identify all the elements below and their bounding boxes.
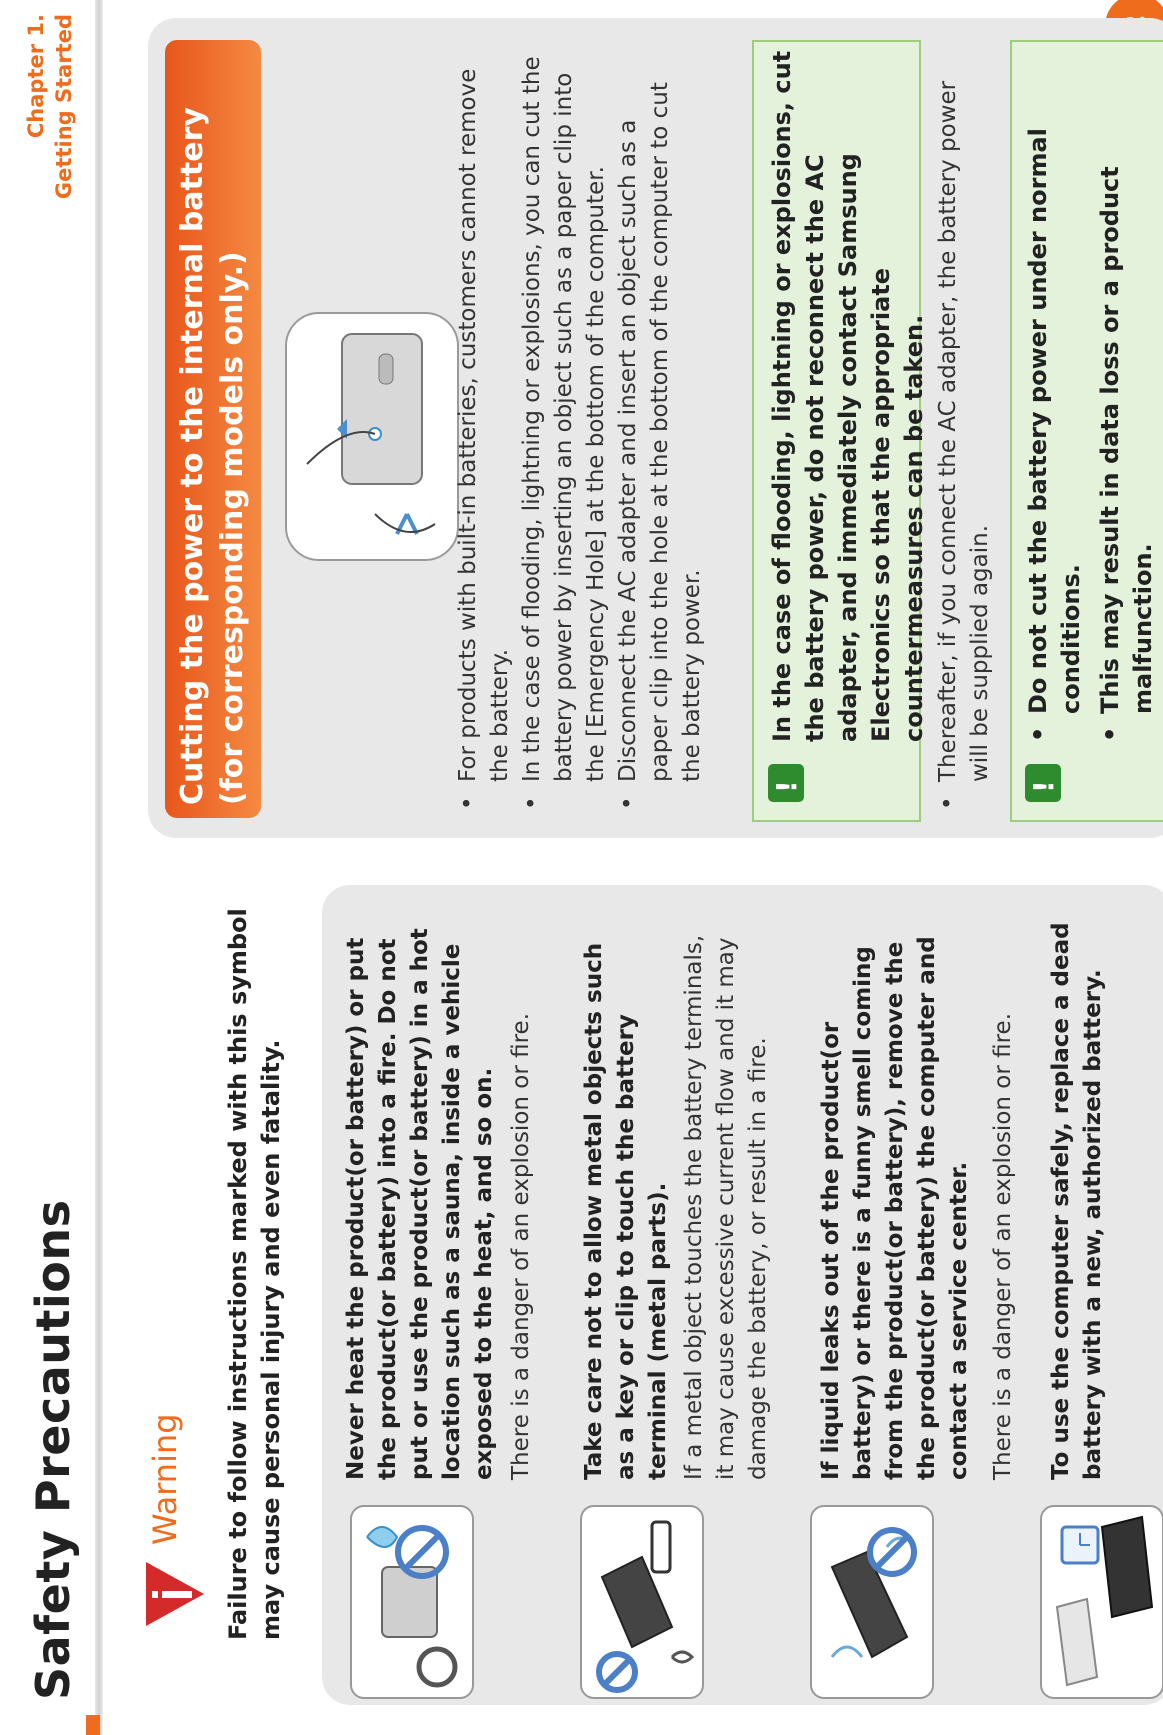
metal-objects-prohibited-icon [582,1507,702,1697]
emergency-hole-illustration [285,312,459,561]
chapter-label: Chapter 1. [24,14,48,139]
item-3-detail: There is a danger of an explosion or fire. [990,1012,1016,1480]
spine-accent [86,1715,100,1735]
battery-replace-icon [1042,1507,1162,1697]
caution-2-item: • Do not cut the battery power under normal conditions. [1024,128,1085,742]
after-bullet: • Thereafter, if you connect the AC adapter, the battery power will be supplied again. [935,80,993,810]
item-2-instruction: Take care not to allow metal objects such as a key or clip to touch the battery terminal (metal parts). [581,942,671,1480]
item-4-illustration [1040,1505,1163,1699]
item-1-instruction: Never heat the product(or battery) or put the product(or battery) into a fire. Do not put or use the product(or battery) in a hot location such as a sauna, inside a vehicle exposed to the heat, and so on. [343,928,497,1480]
caution-1-text: In the case of flooding, lightning or explosions, cut the battery power, do not reconnect the AC adapter, and immediately contact Samsung Electronics so that the appropriate countermeasures can be taken. [768,50,928,742]
cutting-power-bullets [452,50,705,810]
item-4-instruction: To use the computer safely, replace a dead battery with a new, authorized battery. [1048,922,1106,1480]
bullet-item: • Disconnect the AC adapter and insert an object such as a paper clip into the hole at the bottom of the computer to cut the battery power. [615,82,705,810]
bullet-item: • For products with built-in batteries, customers cannot remove the battery. [455,68,513,810]
warning-label: Warning [146,1413,184,1545]
warning-icon [142,1558,208,1630]
cutting-power-heading [173,45,257,805]
heading-line-1: Cutting the power to the internal battery [175,107,210,805]
paper-clip-insert-icon [287,314,457,559]
item-3-instruction: If liquid leaks out of the product(or battery) or there is a funny smell coming from the product(or battery), remove the the product(or battery) the computer and contact a service center. [818,936,972,1480]
chapter-title: Getting Started [52,14,76,200]
item-1-detail: There is a danger of an explosion or fire. [508,1012,534,1480]
item-3-illustration [810,1505,934,1699]
page-title: Safety Precautions [26,1199,80,1700]
chapter-header [22,14,82,264]
battery-leak-icon [812,1507,932,1697]
caution-2-item: • This may result in data loss or a product malfunction. [1096,166,1157,742]
caution-2-list [1022,42,1162,742]
item-1-illustration [350,1505,474,1699]
item-2-illustration [580,1505,704,1699]
heading-line-2: (for corresponding models only.) [215,251,250,805]
page-spine [95,0,103,1735]
heat-fire-prohibited-icon [352,1507,472,1697]
bullet-item: • In the case of flooding, lightning or explosions, you can cut the battery power by inserting an object such as a paper clip into the [Emergency Hole] at the bottom of the computer. [519,56,609,810]
page: Safety Precautions Chapter 1. Getting Started Warning Failure to follow instructions marked with this symbol may cause personal injury and even fatality. Never heat the product(or battery) or put the product(or battery) into a fire. Do not put or use the product(or battery) in a hot location such as a sauna, inside a vehicle exposed to the heat, and so on. There is a danger of an explosion or fire. Take care not to allow metal objects such as a key or clip to touch the battery terminal (metal parts). If a metal object touches the battery terminals, it may cause excessive current flow and it may damage the battery, or result in a fire. If liquid leaks out of the product(or battery) or there is a funny smell coming from the product(or battery), remove the the product(or battery) the computer and contact a service center. There is a danger of an explosion or fire. To use the computer safely, replace a dead battery with a new, authorized battery. Cutting the power to the internal battery (for corresponding models only.) • For products with built-in batteries, customers cannot remove the battery. • In the case of flooding, lightning or explosions, you can cut the battery power by inserting an object such as a paper clip into the [Emergency Hole] at the bottom of the computer. • Disconnect the AC adapter and insert an object such as a paper clip into the hole at the bottom of the computer to cut the battery power. ! In the case of flooding, lightning or explosions, cut the battery power, do not reconnect the AC adapter, and immediately contact Samsung Electronics so that the appropriate countermeasures can be taken. • Thereafter, if you connect the AC adapter, the battery power will be supplied again. ! • Do not cut the battery power under normal conditions. • This may result in data loss or a product malfunction. [0,0,1163,1735]
warning-intro: Failure to follow instructions marked with this symbol may cause personal injury and even fatality. [224,908,285,1640]
item-2-detail: If a metal object touches the battery terminals, it may cause excessive current flow and it may damage the battery, or result in a fire. [681,934,771,1480]
